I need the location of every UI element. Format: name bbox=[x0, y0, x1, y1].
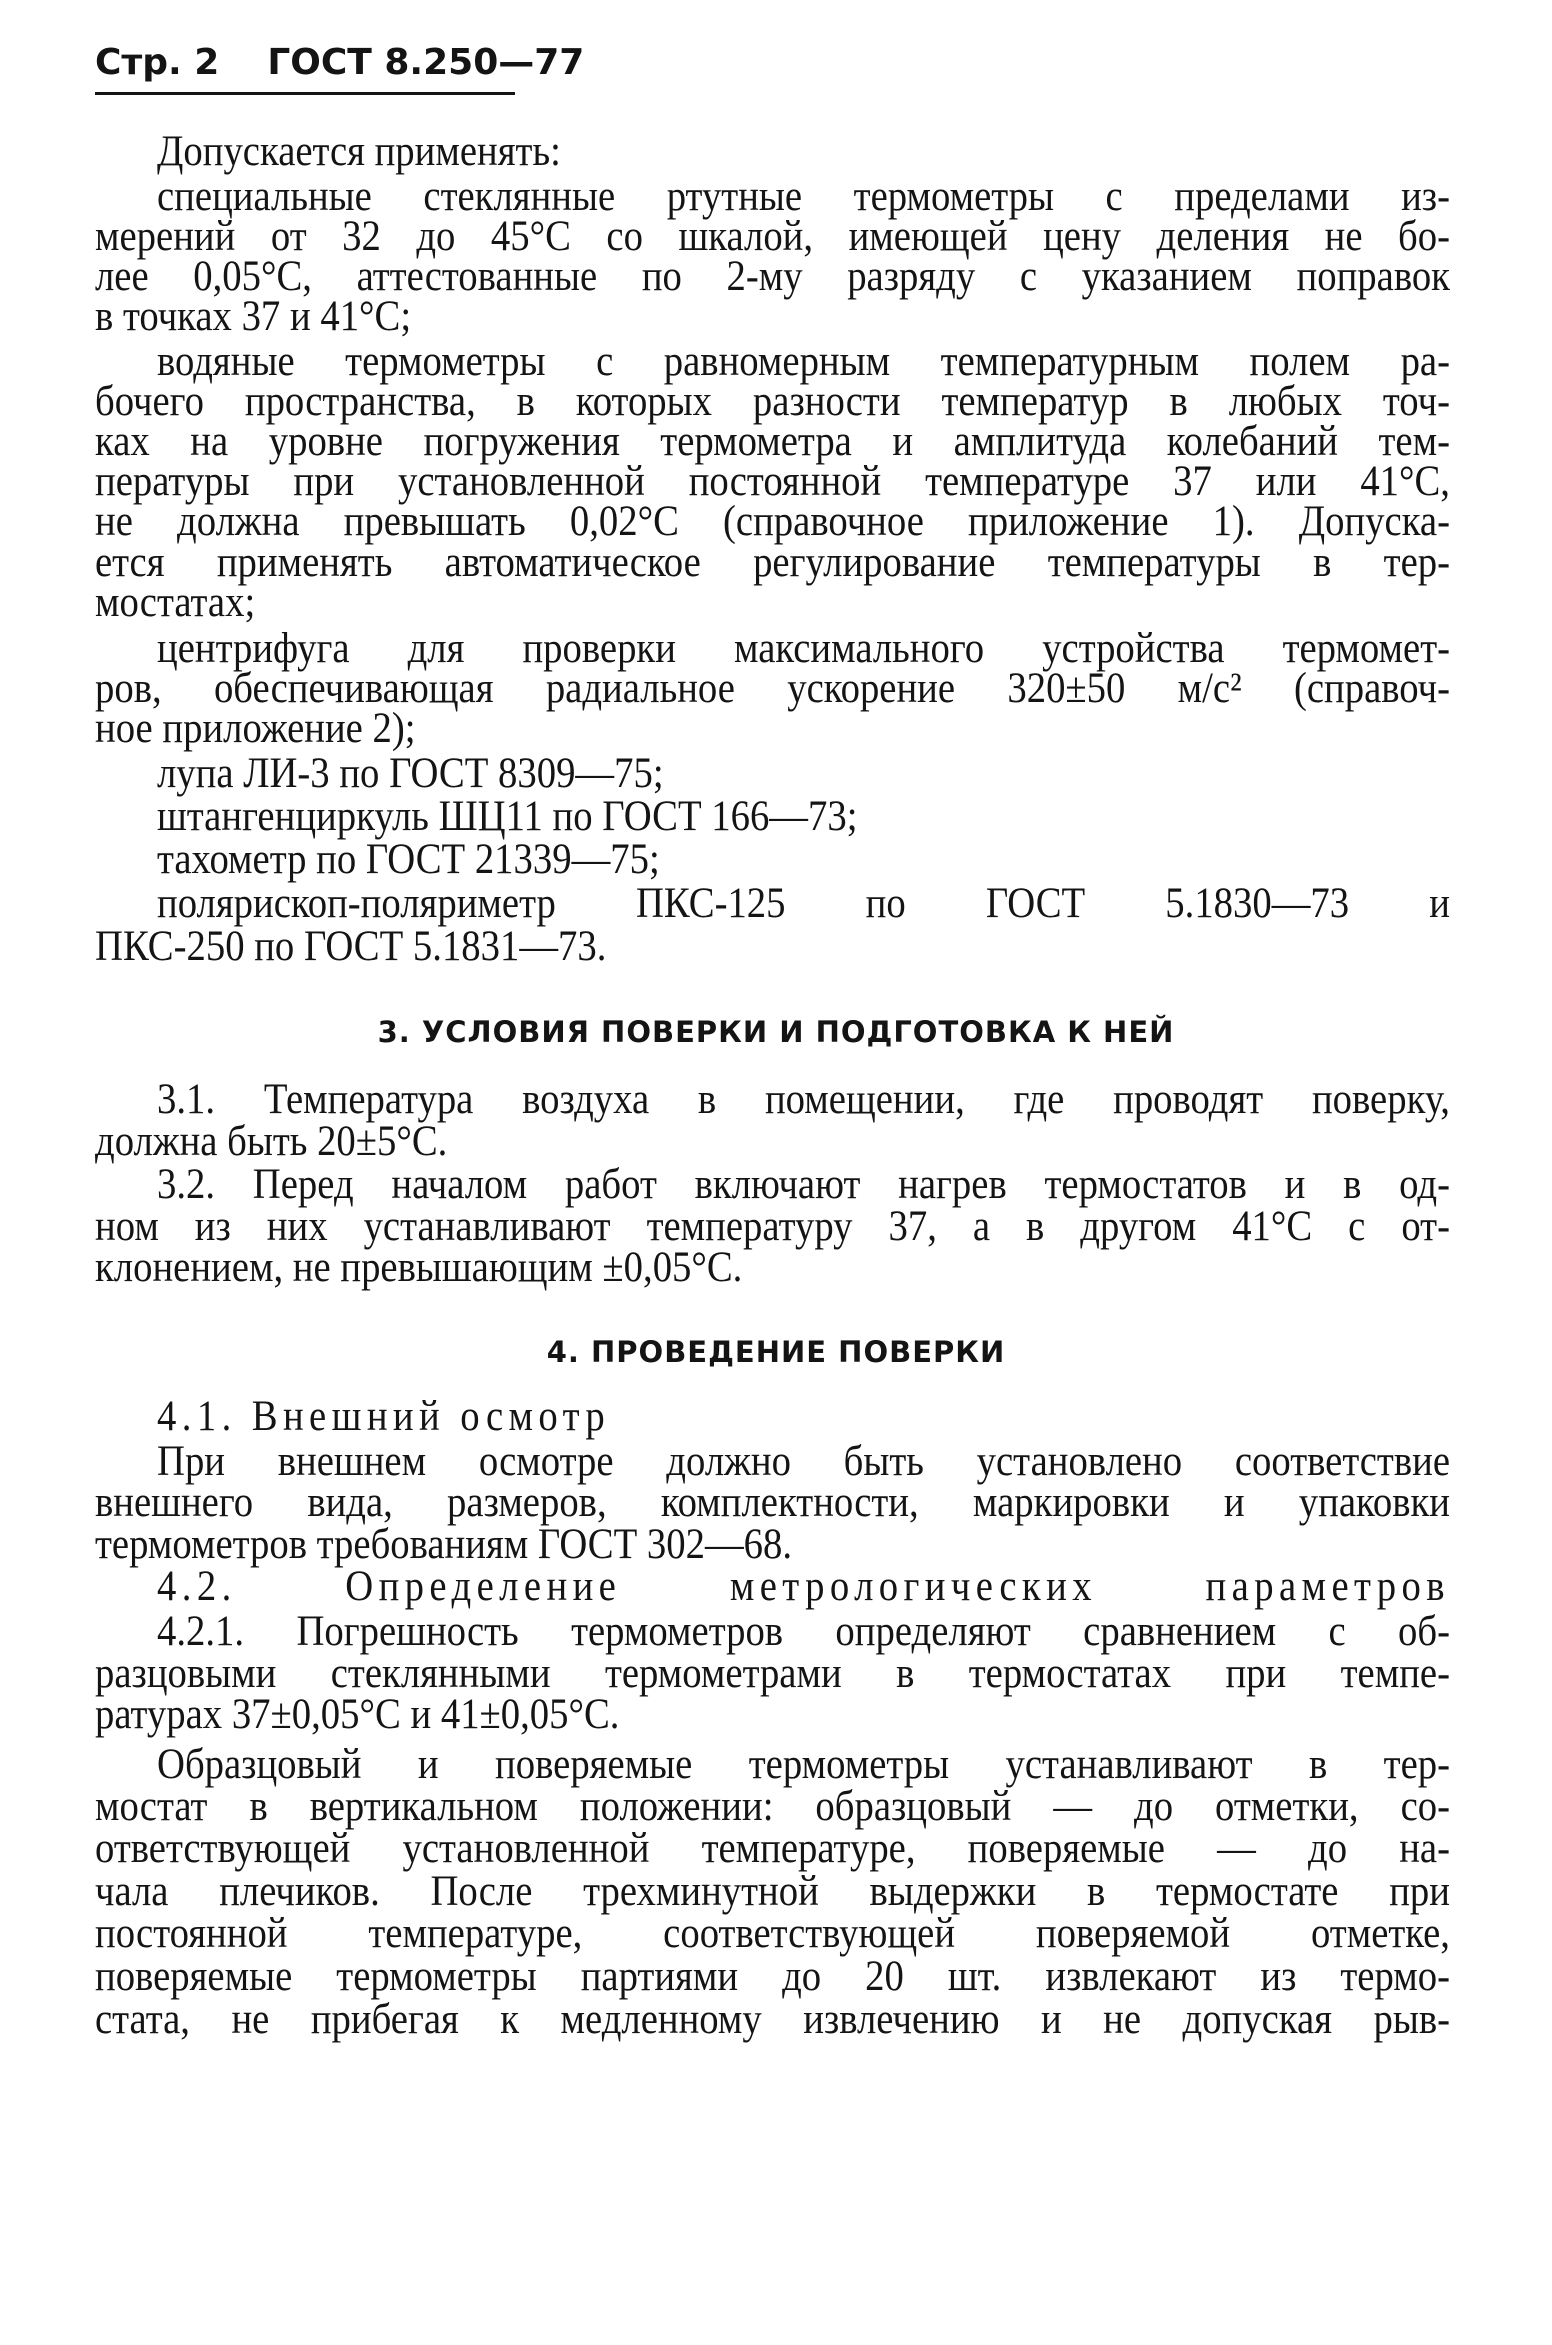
text-line: полярископ-поляриметр ПКС-125 по ГОСТ 5.1830—73 и bbox=[157, 880, 1450, 927]
text-line: чала плечиков. После трехминутной выдержки в термостате при bbox=[95, 1868, 1450, 1915]
text-line: в точках 37 и 41°С; bbox=[95, 293, 412, 340]
text-line: разцовыми стеклянными термометрами в термостатах при темпе- bbox=[95, 1650, 1450, 1697]
section-heading: 3. УСЛОВИЯ ПОВЕРКИ И ПОДГОТОВКА К НЕЙ bbox=[377, 1015, 1175, 1049]
text-line: тахометр по ГОСТ 21339—75; bbox=[157, 836, 660, 883]
text-line: поверяемые термометры партиями до 20 шт. извлекают из термо- bbox=[95, 1953, 1450, 2000]
text-line: лупа ЛИ-3 по ГОСТ 8309—75; bbox=[157, 750, 664, 797]
header-rule bbox=[95, 92, 515, 95]
text-line: ратурах 37±0,05°С и 41±0,05°С. bbox=[95, 1691, 620, 1738]
text-line: мерений от 32 до 45°С со шкалой, имеющей цену деления не бо- bbox=[95, 213, 1450, 260]
text-line: клонением, не превышающим ±0,05°С. bbox=[95, 1244, 743, 1291]
page-number: Стр. 2 bbox=[95, 42, 220, 83]
text-line: центрифуга для проверки максимального устройства термомет- bbox=[157, 625, 1450, 672]
text-line: мостат в вертикальном положении: образцовый — до отметки, со- bbox=[95, 1783, 1450, 1830]
text-line: не должна превышать 0,02°С (справочное приложение 1). Допуска- bbox=[95, 498, 1450, 545]
text-line: 3.2. Перед началом работ включают нагрев термостатов и в од- bbox=[157, 1161, 1450, 1208]
text-line: 4.1. Внешний осмотр bbox=[157, 1393, 611, 1440]
text-line: мостатах; bbox=[95, 579, 256, 626]
section-heading: 4. ПРОВЕДЕНИЕ ПОВЕРКИ bbox=[546, 1335, 1006, 1369]
text-line: ров, обеспечивающая радиальное ускорение 320±50 м/с² (справоч- bbox=[95, 665, 1450, 712]
text-line: термометров требованиям ГОСТ 302—68. bbox=[95, 1521, 793, 1568]
text-line: внешнего вида, размеров, комплектности, маркировки и упаковки bbox=[95, 1479, 1450, 1526]
text-line: ках на уровне погружения термометра и амплитуда колебаний тем- bbox=[95, 418, 1450, 465]
text-line: штангенциркуль ШЦ11 по ГОСТ 166—73; bbox=[157, 793, 858, 840]
text-line: пературы при установленной постоянной температуре 37 или 41°С, bbox=[95, 458, 1450, 505]
text-line: При внешнем осмотре должно быть установлено соответствие bbox=[157, 1438, 1450, 1485]
text-line: 4.2.1. Погрешность термометров определяют сравнением с об- bbox=[157, 1608, 1450, 1655]
text-line: ется применять автоматическое регулирование температуры в тер- bbox=[95, 539, 1450, 586]
text-line: водяные термометры с равномерным температурным полем ра- bbox=[157, 338, 1450, 385]
standard-number: ГОСТ 8.250—77 bbox=[267, 42, 585, 83]
text-line: 3.1. Температура воздуха в помещении, где проводят поверку, bbox=[157, 1076, 1450, 1123]
text-line: постоянной температуре, соответствующей поверяемой отметке, bbox=[95, 1910, 1450, 1957]
text-line: ном из них устанавливают температуру 37, а в другом 41°С с от- bbox=[95, 1203, 1450, 1250]
text-line: ответствующей установленной температуре, поверяемые — до на- bbox=[95, 1825, 1450, 1872]
text-line: ПКС-250 по ГОСТ 5.1831—73. bbox=[95, 923, 607, 970]
running-header bbox=[95, 42, 584, 83]
text-line: Образцовый и поверяемые термометры устанавливают в тер- bbox=[157, 1741, 1450, 1788]
text-line: бочего пространства, в которых разности температур в любых точ- bbox=[95, 378, 1450, 425]
text-line: должна быть 20±5°С. bbox=[95, 1118, 448, 1165]
text-line: специальные стеклянные ртутные термометры с пределами из- bbox=[157, 173, 1450, 220]
text-line: 4.2. Определение метрологических параметров bbox=[157, 1563, 1450, 1610]
text-line: стата, не прибегая к медленному извлечению и не допуская рыв- bbox=[95, 1996, 1450, 2043]
text-line: ное приложение 2); bbox=[95, 705, 416, 752]
text-line: лее 0,05°С, аттестованные по 2-му разряду с указанием поправок bbox=[95, 253, 1450, 300]
text-line: Допускается применять: bbox=[157, 128, 561, 175]
